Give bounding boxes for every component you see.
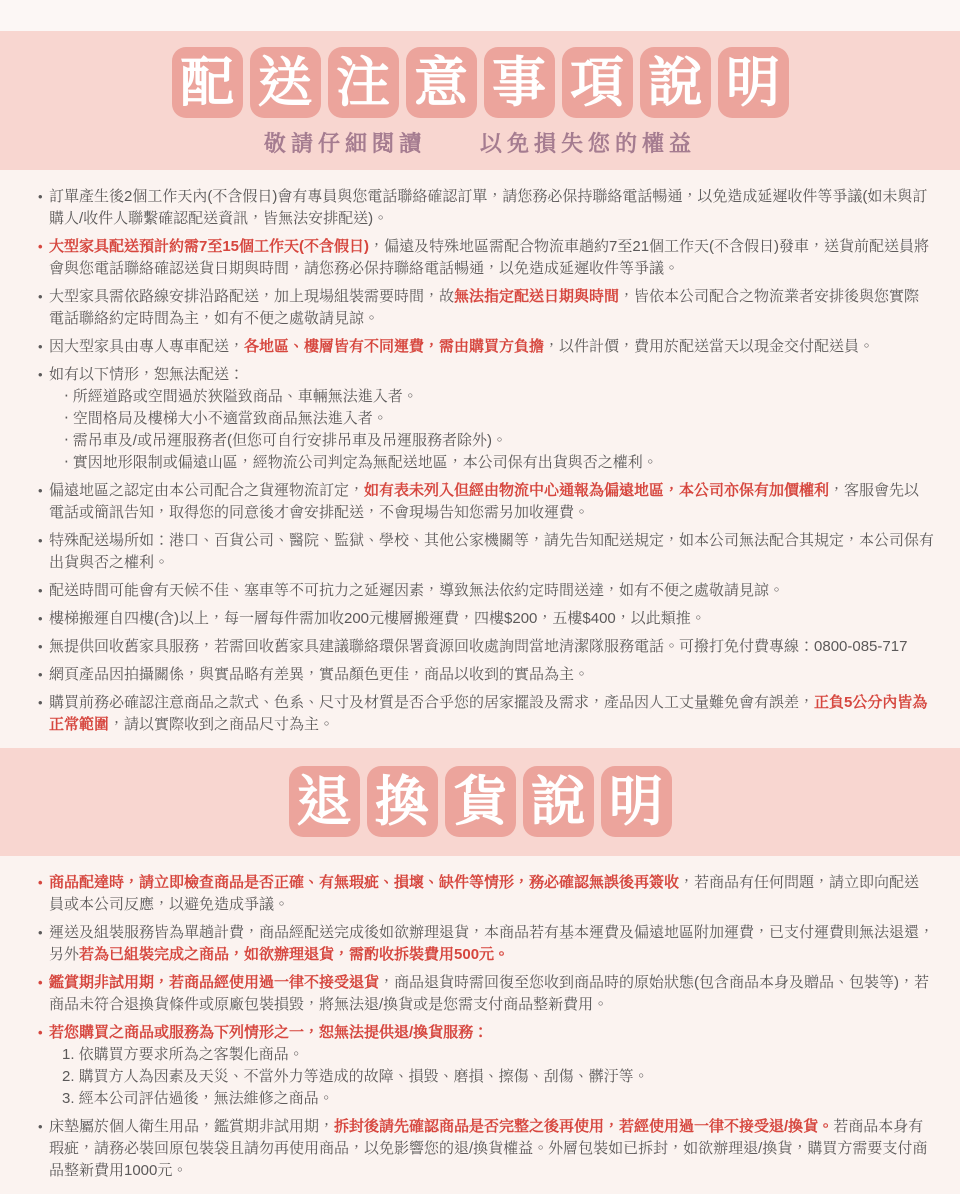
sub-bullet-icon: ‧ [64,410,69,427]
note-item [38,480,934,524]
title-char-tile: 注 [328,47,399,118]
returns-header-band [0,748,960,856]
note-item [38,636,934,658]
title-char-tile: 配 [172,47,243,118]
sub-item: ‧ 實因地形限制或偏遠山區，經物流公司判定為無配送地區，本公司保有出貨與否之權利。 [64,454,658,471]
note-item [38,1022,934,1110]
note-text: 商品配達時，請立即檢查商品是否正確、有無瑕疵、損壞、缺件等情形，務必確認無誤後再簽收，若商品有任何問題，請立即向配送員或本公司反應，以避免造成爭議。 [49,874,920,913]
bullet-icon: • [38,975,43,990]
note-text: 樓梯搬運自四樓(含)以上，每一層每件需加收200元樓層搬運費，四樓$200，五樓$400，以此類推。 [49,610,706,627]
title-char-tile: 說 [523,766,594,837]
note-item [38,1116,934,1182]
note-item [38,872,934,916]
note-item [38,530,934,574]
delivery-subtitle: 敬請仔細閱讀 以免損失您的權益 [263,131,696,156]
bullet-icon: • [38,925,43,940]
returns-title [0,766,960,837]
note-item [38,336,934,358]
sub-bullet-icon: ‧ [64,432,69,449]
sub-item: 2. 購買方人為因素及天災、不當外力等造成的故障、損毀、磨損、擦傷、刮傷、髒汙等。 [62,1068,649,1085]
title-char-tile: 送 [250,47,321,118]
top-margin [0,0,960,31]
title-char-tile: 事 [484,47,555,118]
sub-item: 1. 依購買方要求所為之客製化商品。 [62,1046,304,1063]
sub-item: ‧ 需吊車及/或吊運服務者(但您可自行安排吊車及吊運服務者除外)。 [64,432,507,449]
bullet-icon: • [38,339,43,354]
bullet-icon: • [38,289,43,304]
note-text: 如有以下情形，恕無法配送： [49,366,245,383]
bullet-icon: • [38,367,43,382]
note-text: 訂單產生後2個工作天內(不含假日)會有專員與您電話聯絡確認訂單，請您務必保持聯絡電話暢通，以免造成延遲收件等爭議(如未與訂購人/收件人聯繫確認配送資訊，皆無法安排配送)。 [49,188,928,227]
note-text: 鑑賞期非試用期，若商品經使用過一律不接受退貨，商品退貨時需回復至您收到商品時的原始狀態(包含商品本身及贈品、包裝等)，若商品未符合退換貨條件或原廠包裝損毀，將無法退/換貨或是您需支付商品整新費用。 [49,974,930,1013]
note-item [38,286,934,330]
sub-item: 3. 經本公司評估過後，無法維修之商品。 [62,1090,334,1107]
note-text: 特殊配送場所如：港口、百貨公司、醫院、監獄、學校、其他公家機關等，請先告知配送規定，如本公司無法配合其規定，本公司保有出貨與否之權利。 [49,532,935,571]
bullet-icon: • [38,583,43,598]
note-text: 若您購買之商品或服務為下列情形之一，恕無法提供退/換貨服務： [49,1024,489,1041]
note-text: 大型家具配送預計約需7至15個工作天(不含假日)，偏遠及特殊地區需配合物流車趟約7至21個工作天(不含假日)發車，送貨前配送員將會與您電話聯絡確認送貨日期與時間，請您務必保持聯絡電話暢通，以免造成延遲收件等爭議。 [49,238,930,277]
note-item [38,186,934,230]
sub-bullet-icon: ‧ [64,388,69,405]
note-text: 運送及組裝服務皆為單趟計費，商品經配送完成後如欲辦理退貨，本商品若有基本運費及偏遠地區附加運費，已支付運費則無法退還，另外若為已組裝完成之商品，如欲辦理退貨，需酌收拆裝費用500元。 [49,924,935,963]
note-item [38,972,934,1016]
bullet-icon: • [38,239,43,254]
note-text: 網頁產品因拍攝關係，與實品略有差異，實品顏色更佳，商品以收到的實品為主。 [49,666,590,683]
note-text: 無提供回收舊家具服務，若需回收舊家具建議聯絡環保署資源回收處詢問當地清潔隊服務電話。可撥打免付費專線：0800-085-717 [49,638,908,655]
bullet-icon: • [38,533,43,548]
bullet-icon: • [38,483,43,498]
delivery-header-band [0,31,960,170]
note-item [38,364,934,474]
note-text: 配送時間可能會有天候不佳、塞車等不可抗力之延遲因素，導致無法依約定時間送達，如有不便之處敬請見諒。 [49,582,785,599]
note-item [38,922,934,966]
note-item [38,692,934,736]
title-char-tile: 退 [289,766,360,837]
sub-item: ‧ 所經道路或空間過於狹隘致商品、車輛無法進入者。 [64,388,418,405]
title-char-tile: 說 [640,47,711,118]
bullet-icon: • [38,639,43,654]
note-item [38,664,934,686]
bullet-icon: • [38,1025,43,1040]
sub-bullet-icon: ‧ [64,454,69,471]
note-item [38,580,934,602]
delivery-notes-list [0,170,960,748]
bullet-icon: • [38,1119,43,1134]
bullet-icon: • [38,667,43,682]
sub-item: ‧ 空間格局及樓梯大小不適當致商品無法進入者。 [64,410,388,427]
note-item [38,608,934,630]
bullet-icon: • [38,189,43,204]
note-text: 大型家具需依路線安排沿路配送，加上現場組裝需要時間，故無法指定配送日期與時間，皆依本公司配合之物流業者安排後與您實際電話聯絡約定時間為主，如有不便之處敬請見諒。 [49,288,920,327]
note-item [38,236,934,280]
title-char-tile: 明 [718,47,789,118]
note-text: 偏遠地區之認定由本公司配合之貨運物流訂定，如有表未列入但經由物流中心通報為偏遠地區，本公司亦保有加價權利，客服會先以電話或簡訊告知，取得您的同意後才會安排配送，不會現場告知您需另加收運費。 [49,482,920,521]
title-char-tile: 意 [406,47,477,118]
note-text: 購買前務必確認注意商品之款式、色系、尺寸及材質是否合乎您的居家擺設及需求，產品因人工丈量難免會有誤差，正負5公分內皆為正常範圍，請以實際收到之商品尺寸為主。 [49,694,928,733]
bullet-icon: • [38,875,43,890]
note-text: 床墊屬於個人衛生用品，鑑賞期非試用期，拆封後請先確認商品是否完整之後再使用，若經使用過一律不接受退/換貨。若商品本身有瑕疵，請務必裝回原包裝袋且請勿再使用商品，以免影響您的退/換貨權益。外層包裝如已拆封，如欲辦理退/換貨，購買方需要支付商品整新費用1000元。 [49,1118,928,1179]
title-char-tile: 明 [601,766,672,837]
delivery-title [0,47,960,118]
bullet-icon: • [38,611,43,626]
title-char-tile: 項 [562,47,633,118]
note-text: 因大型家具由專人專車配送，各地區、樓層皆有不同運費，需由購買方負擔，以件計價，費用於配送當天以現金交付配送員。 [49,338,875,355]
returns-notes-list [0,856,960,1194]
title-char-tile: 換 [367,766,438,837]
bullet-icon: • [38,695,43,710]
title-char-tile: 貨 [445,766,516,837]
